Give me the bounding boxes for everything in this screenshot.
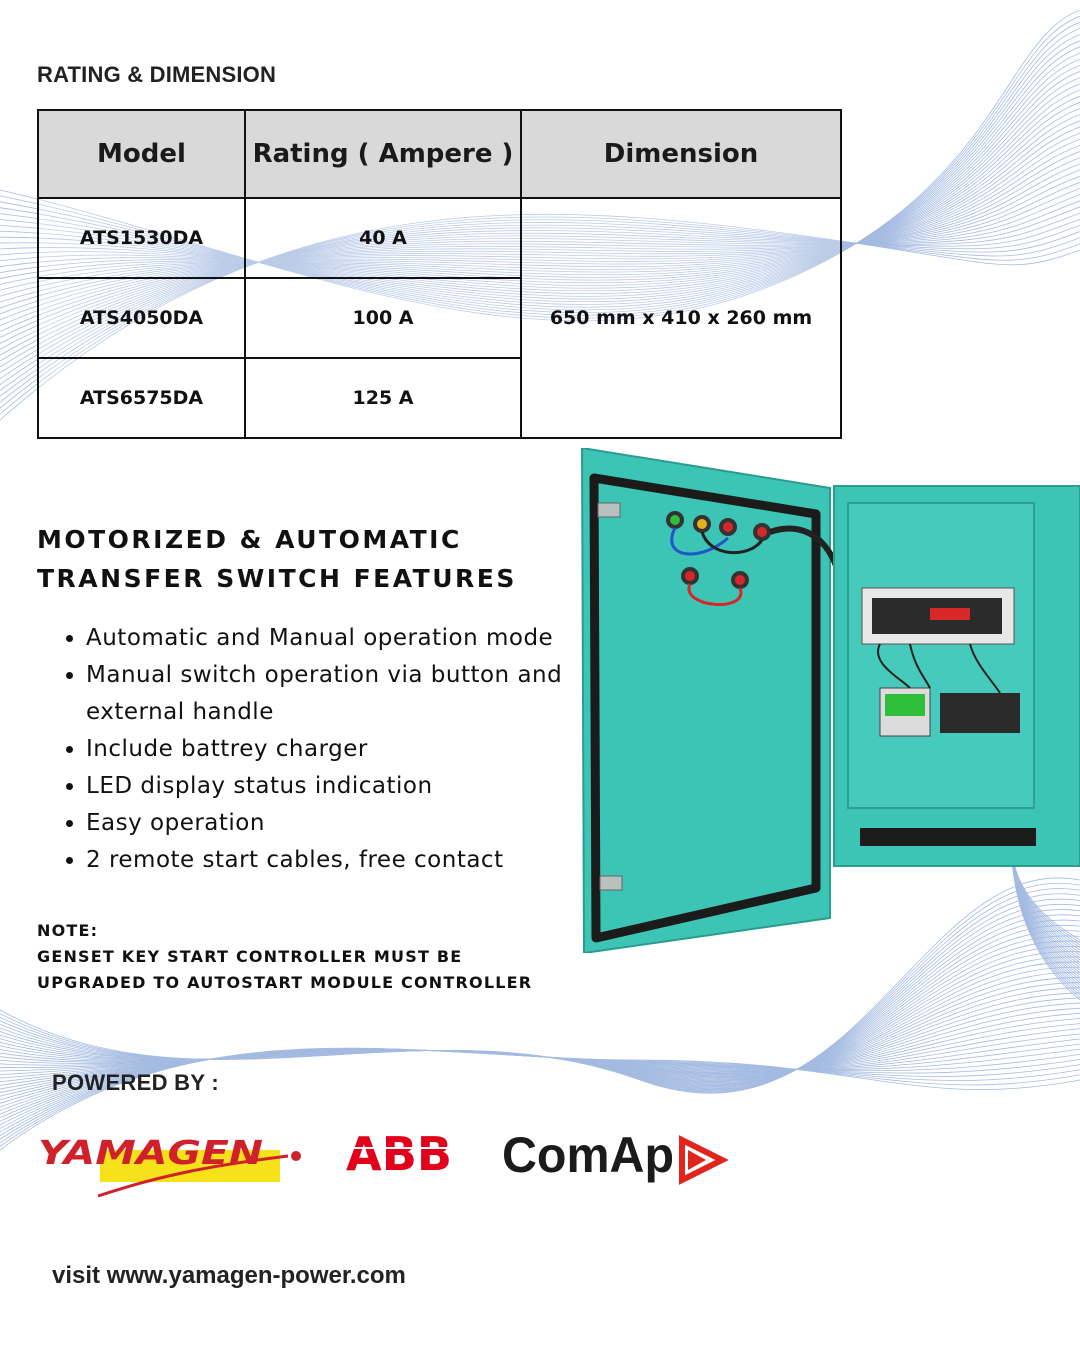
list-item: • Manual switch operation via button and external handle: [86, 657, 586, 731]
features-title: [37, 520, 557, 598]
rating-dimension-title: RATING & DIMENSION: [37, 62, 277, 87]
yamagen-logo: [38, 1126, 308, 1206]
table-row: [38, 198, 841, 278]
note-line1: GENSET KEY START CONTROLLER MUST BE: [37, 947, 463, 966]
rating-cell: 100 A: [245, 278, 521, 358]
model-cell: ATS1530DA: [38, 198, 245, 278]
comap-logo: [500, 1126, 730, 1186]
header-model: Model: [38, 110, 245, 198]
model-cell: ATS4050DA: [38, 278, 245, 358]
rating-cell: 125 A: [245, 358, 521, 438]
note-block: [37, 918, 532, 996]
list-item: • 2 remote start cables, free contact: [86, 842, 586, 879]
list-item: • Automatic and Manual operation mode: [86, 620, 586, 657]
note-label: NOTE:: [37, 921, 99, 940]
table-header-row: [38, 110, 841, 198]
website-link[interactable]: visit www.yamagen-power.com: [52, 1262, 406, 1289]
list-item: • LED display status indication: [86, 768, 586, 805]
model-cell: ATS6575DA: [38, 358, 245, 438]
features-title-line2: TRANSFER SWITCH FEATURES: [37, 564, 517, 593]
svg-text:ComAp: ComAp: [502, 1127, 674, 1183]
list-item: • Include battrey charger: [86, 731, 586, 768]
list-item: • Easy operation: [86, 805, 586, 842]
features-list: [62, 620, 586, 879]
svg-text:YAMAGEN: YAMAGEN: [38, 1133, 263, 1172]
header-rating: Rating ( Ampere ): [245, 110, 521, 198]
svg-text:ABB: ABB: [346, 1128, 452, 1176]
rating-dimension-table: [37, 109, 842, 439]
features-title-line1: MOTORIZED & AUTOMATIC: [37, 525, 462, 554]
dimension-cell: 650 mm x 410 x 260 mm: [521, 198, 841, 438]
ats-cabinet-image: [580, 448, 1080, 953]
header-dimension: Dimension: [521, 110, 841, 198]
abb-logo: [346, 1128, 456, 1176]
note-line2: UPGRADED TO AUTOSTART MODULE CONTROLLER: [37, 973, 533, 992]
rating-cell: 40 A: [245, 198, 521, 278]
powered-by-label: POWERED BY :: [52, 1070, 219, 1095]
